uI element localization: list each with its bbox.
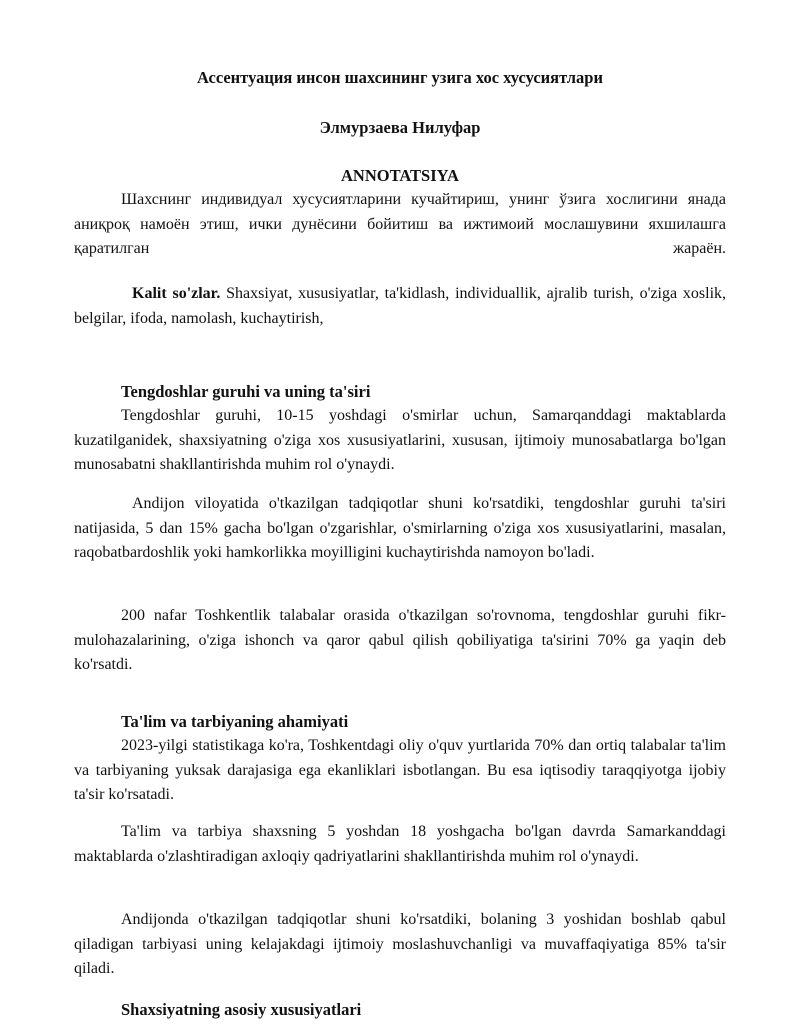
author-name: Элмурзаева Нилуфар: [319, 118, 481, 137]
section-paragraph: Andijonda o'tkazilgan tadqiqotlar shuni ko'rsatdiki, bolaning 3 yoshidan boshlab qabul qiladigan tarbiyasi uning kelajakdagi ijtimoiy moslashuvchanligi va muvaffaqiyatiga 85% ta'sir qiladi.: [74, 911, 726, 977]
section-paragraph: Andijon viloyatida o'tkazilgan tadqiqotlar shuni ko'rsatdiki, tengdoshlar guruhi ta'siri natijasida, 5 dan 15% gacha bo'lgan o'zgarishlar, o'smirlarning o'ziga xos xususiyatlarini, masalan, raqobatbardoshlik yoki hamkorlikka moyilligini kuchaytirishda namoyon bo'ladi.: [74, 495, 726, 561]
section-paragraph: 2023-yilgi statistikaga ko'ra, Toshkentdagi oliy o'quv yurtlarida 70% dan ortiq talabalar ta'lim va tarbiyaning yuksak darajasiga ega ekanliklari isbotlangan. Bu esa iqtisodiy taraqqiyotga ijobiy ta'sir ko'rsatadi.: [74, 737, 726, 803]
section-paragraph: Tengdoshlar guruhi, 10-15 yoshdagi o'smirlar uchun, Samarqanddagi maktablarda kuzatilganidek, shaxsiyatning o'ziga xos xususiyatlarini, xususan, ijtimoiy munosabatlarga bo'lgan munosabatni shakllantirishda muhim rol o'ynaydi.: [74, 407, 726, 473]
abstract-text: Шахснинг индивидуал хусусиятларини кучайтириш, унинг ўзига хослигини янада аниқроқ намоён этиш, ички дунёсини бойитиш ва ижтимоий мослашувини яхшилашга қаратилган жараён.: [74, 191, 726, 257]
section-heading: Shaxsiyatning asosiy xususiyatlari: [121, 1000, 362, 1019]
keywords-paragraph: [74, 282, 726, 331]
keywords-text: Shaxsiyat, xususiyatlar, ta'kidlash, individuallik, ajralib turish, o'ziga xoslik, belgilar, ifoda, namolash, kuchaytirish,: [74, 285, 727, 327]
section-paragraph: 200 nafar Toshkentlik talabalar orasida o'tkazilgan so'rovnoma, tengdoshlar guruhi fikr-mulohazalarining, o'ziga ishonch va qaror qabul qilish qobiliyatiga ta'sirini 70% ga yaqin deb ko'rsatdi.: [74, 607, 726, 673]
abstract-heading: ANNOTATSIYA: [341, 166, 459, 185]
keywords-label: Kalit so'zlar.: [132, 285, 221, 302]
document-title: Ассентуация инсон шахсининг узига хос хусусиятлари: [197, 68, 603, 87]
section-heading: Ta'lim va tarbiyaning ahamiyati: [121, 712, 349, 731]
section-heading: Tengdoshlar guruhi va uning ta'siri: [121, 382, 371, 401]
section-paragraph: Ta'lim va tarbiya shaxsning 5 yoshdan 18 yoshgacha bo'lgan davrda Samarkanddagi maktablarda o'zlashtiradigan axloqiy qadriyatlarini shakllantirishda muhim rol o'ynaydi.: [74, 823, 726, 865]
